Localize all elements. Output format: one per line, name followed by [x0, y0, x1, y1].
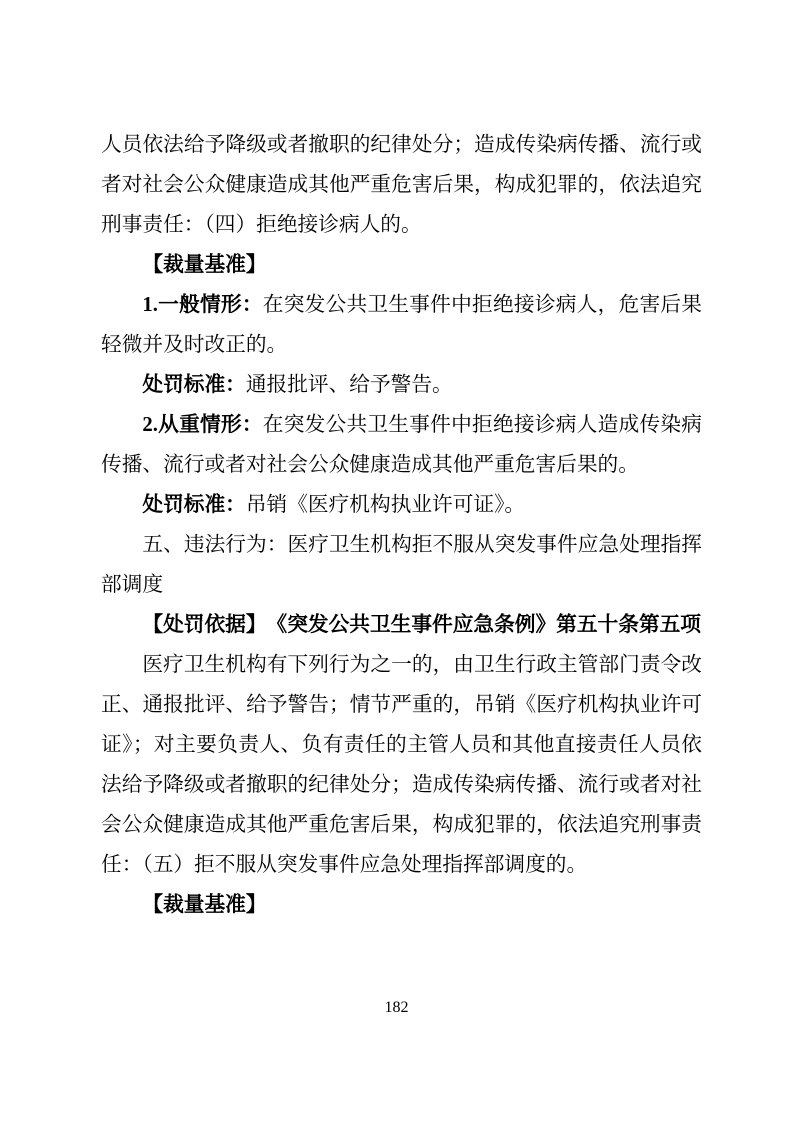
paragraph: [101, 245, 702, 285]
bold-text-run: 【裁量基准】: [142, 254, 267, 276]
text-run: 人员依法给予降级或者撤职的纪律处分；造成传染病传播、流行或者对社会公众健康造成其他严重危害后果，构成犯罪的，依法追究刑事责任：（四）拒绝接诊病人的。: [101, 134, 702, 236]
paragraph: [101, 125, 702, 245]
paragraph: [101, 605, 702, 645]
bold-text-run: 处罚标准：: [142, 374, 246, 396]
bold-text-run: 1.一般情形：: [142, 294, 263, 316]
bold-text-run: 【处罚依据】 《突发公共卫生事件应急条例》第五十条第五项: [142, 614, 701, 636]
text-run: 在突发公共卫生事件中拒绝接诊病人，危害后果轻微并及时改正的。: [101, 294, 702, 356]
paragraph: [101, 485, 702, 525]
text-run: 通报批评、给予警告。: [245, 374, 453, 396]
paragraph: [101, 285, 702, 365]
paragraph: [101, 405, 702, 485]
text-run: 在突发公共卫生事件中拒绝接诊病人造成传染病传播、流行或者对社会公众健康造成其他严重危害后果的。: [101, 414, 702, 476]
page-number: 182: [384, 999, 409, 1016]
text-run: 五、违法行为：医疗卫生机构拒不服从突发事件应急处理指挥部调度: [101, 534, 702, 596]
paragraph: [101, 885, 702, 925]
paragraph: [101, 365, 702, 405]
text-run: 医疗卫生机构有下列行为之一的，由卫生行政主管部门责令改正、通报批评、给予警告；情节严重的，吊销《医疗机构执业许可证》；对主要负责人、负有责任的主管人员和其他直接责任人员依法给予降级或者撤职的纪律处分；造成传染病传播、流行或者对社会公众健康造成其他严重危害后果，构成犯罪的，依法追究刑事责任：（五）拒不服从突发事件应急处理指挥部调度的。: [101, 654, 702, 876]
bold-text-run: 【裁量基准】: [142, 894, 267, 916]
bold-text-run: 2.从重情形：: [142, 414, 263, 436]
text-run: 吊销《医疗机构执业许可证》。: [245, 494, 526, 516]
paragraph: [101, 525, 702, 605]
document-body: [101, 125, 702, 925]
bold-text-run: 处罚标准：: [142, 494, 246, 516]
paragraph: [101, 645, 702, 885]
